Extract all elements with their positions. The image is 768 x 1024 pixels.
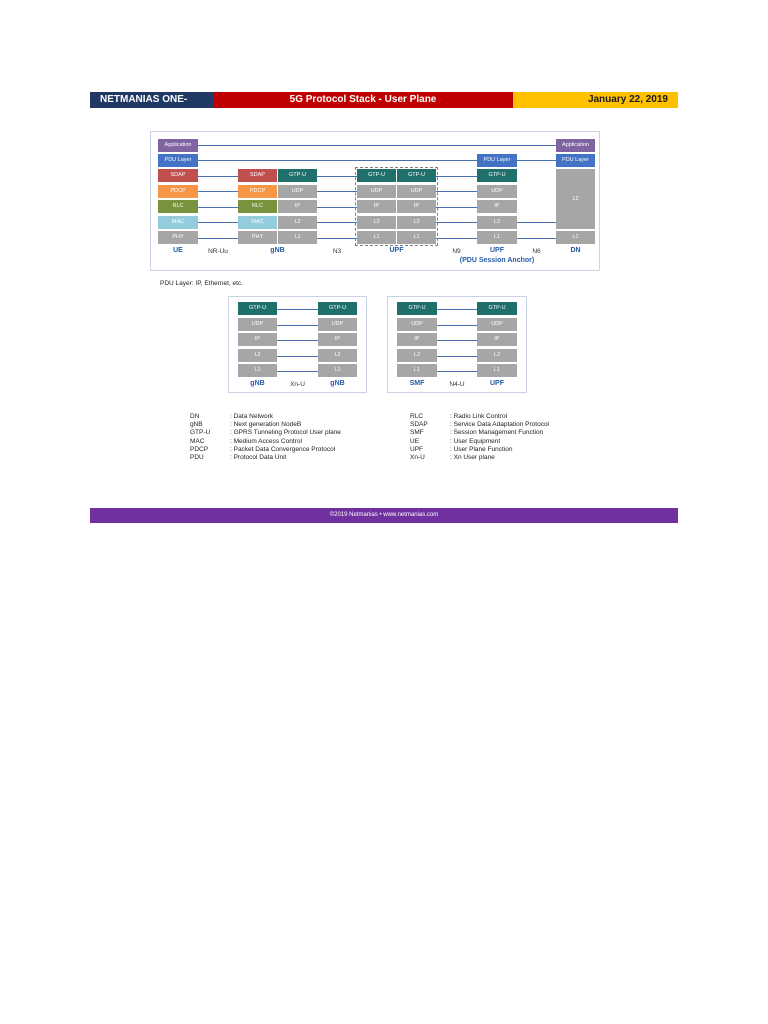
- upf-gtpu-left: GTP-U: [357, 169, 396, 182]
- glossary-term: Xn-U: [410, 453, 425, 461]
- n4-link-l2: [437, 356, 477, 357]
- xn-interface-label: Xn-U: [290, 381, 305, 388]
- glossary-term: UPF: [410, 445, 423, 453]
- ue-application: Application: [158, 139, 198, 152]
- glossary-definition: : Radio Link Control: [450, 413, 508, 420]
- n4-left-udp: UDP: [397, 318, 437, 331]
- glossary-term: SMF: [410, 429, 424, 437]
- upf-udp-left: UDP: [357, 185, 396, 198]
- upf-l2-left: L2: [357, 216, 396, 229]
- glossary-definition: : Packet Data Convergence Protocol: [230, 445, 336, 453]
- glossary-item: [190, 438, 341, 446]
- xn-left-udp: UDP: [238, 318, 277, 331]
- upf-gtpu-right: GTP-U: [397, 169, 436, 182]
- anchor-upf-l1: L1: [477, 231, 517, 244]
- xn-link-gtpu: [277, 309, 318, 310]
- brand-banner: NETMANIAS ONE-SHOT: [90, 92, 213, 108]
- glossary-definition: : Medium Access Control: [230, 437, 302, 445]
- xn-link-udp: [277, 325, 318, 326]
- link-pdu-layer: [198, 160, 477, 161]
- anchor-upf-pdu-layer: PDU Layer: [477, 154, 517, 167]
- xn-right-udp: UDP: [318, 318, 357, 331]
- xn-right-l1: L1: [318, 364, 357, 377]
- n4-right-node-label: UPF: [490, 380, 504, 387]
- gnb-pdcp: PDCP: [238, 185, 277, 198]
- link-n6-l2: [517, 222, 556, 223]
- n4-right-ip: IP: [477, 333, 517, 346]
- n4-left-gtpu: GTP-U: [397, 302, 437, 315]
- link-n3-l1: [317, 238, 357, 239]
- glossary-item: [410, 446, 549, 454]
- n4-right-gtpu: GTP-U: [477, 302, 517, 315]
- link-pdcp: [198, 191, 238, 192]
- xn-right-ip: IP: [318, 333, 357, 346]
- node-label-gnb: gNB: [270, 247, 285, 254]
- glossary-item: [410, 421, 549, 429]
- n4-left-ip: IP: [397, 333, 437, 346]
- ue-pdu-layer: PDU Layer: [158, 154, 198, 167]
- link-n9-gtpu: [436, 176, 477, 177]
- anchor-upf-udp: UDP: [477, 185, 517, 198]
- ue-sdap: SDAP: [158, 169, 198, 182]
- upf-l1-right: L1: [397, 231, 436, 244]
- anchor-upf-l2: L2: [477, 216, 517, 229]
- ue-pdcp: PDCP: [158, 185, 198, 198]
- anchor-note: (PDU Session Anchor): [459, 257, 535, 264]
- link-n3-gtpu: [317, 176, 357, 177]
- gnb-phy: PHY: [238, 231, 277, 244]
- xn-link-ip: [277, 340, 318, 341]
- glossary-term: RLC: [410, 413, 424, 420]
- glossary-item: [410, 454, 549, 462]
- dn-l2: L2: [556, 169, 595, 229]
- upf-l2-right: L2: [397, 216, 436, 229]
- ue-phy: PHY: [158, 231, 198, 244]
- n4-right-l1: L1: [477, 364, 517, 377]
- link-n9-l2: [436, 222, 477, 223]
- node-label-upf-anchor: UPF: [490, 247, 504, 254]
- gnb-sdap: SDAP: [238, 169, 277, 182]
- xn-left-l1: L1: [238, 364, 277, 377]
- link-n3-ip: [317, 207, 357, 208]
- interface-label-nr-uu: NR-Uu: [208, 248, 228, 255]
- n4-right-udp: UDP: [477, 318, 517, 331]
- xn-right-node-label: gNB: [330, 380, 345, 387]
- footer: ©2019 Netmanias • www.netmanias.com: [90, 508, 678, 523]
- ue-rlc: RLC: [158, 200, 198, 213]
- glossary-definition: : User Plane Function: [450, 445, 513, 453]
- link-application: [198, 145, 556, 146]
- glossary-left: [190, 413, 341, 462]
- xn-left-node-label: gNB: [250, 380, 265, 387]
- xn-link-l2: [277, 356, 318, 357]
- glossary-definition: : User Equipment: [450, 437, 501, 445]
- glossary-definition: : Next generation NodeB: [230, 421, 302, 429]
- dn-pdu-layer: PDU Layer: [556, 154, 595, 167]
- gnb-ip: IP: [278, 200, 317, 213]
- glossary-item: [410, 429, 549, 437]
- node-label-dn: DN: [570, 247, 581, 254]
- xn-right-gtpu: GTP-U: [318, 302, 357, 315]
- gnb-rlc: RLC: [238, 200, 277, 213]
- link-n3-udp: [317, 191, 357, 192]
- glossary-term: MAC: [190, 437, 205, 445]
- upf-ip-left: IP: [357, 200, 396, 213]
- link-n6-l1: [517, 238, 556, 239]
- date-banner: January 22, 2019: [513, 92, 678, 108]
- link-n9-udp: [436, 191, 477, 192]
- xn-left-ip: IP: [238, 333, 277, 346]
- glossary-item: [410, 438, 549, 446]
- glossary-definition: : Service Data Adaptation Protocol: [450, 421, 550, 429]
- n4-link-l1: [437, 371, 477, 372]
- glossary-term: SDAP: [410, 421, 428, 429]
- anchor-upf-ip: IP: [477, 200, 517, 213]
- gnb-mac: MAC: [238, 216, 277, 229]
- glossary-term: UE: [410, 437, 420, 445]
- gnb-l2: L2: [278, 216, 317, 229]
- node-label-upf: UPF: [389, 247, 404, 254]
- glossary-definition: : Protocol Data Unit: [230, 453, 287, 461]
- xn-left-l2: L2: [238, 349, 277, 362]
- xn-left-gtpu: GTP-U: [238, 302, 277, 315]
- interface-label-n3: N3: [332, 248, 342, 255]
- xn-link-l1: [277, 371, 318, 372]
- n4-link-ip: [437, 340, 477, 341]
- gnb-gtpu: GTP-U: [278, 169, 317, 182]
- glossary-definition: : Session Management Function: [450, 429, 544, 437]
- xn-right-l2: L2: [318, 349, 357, 362]
- gnb-udp: UDP: [278, 185, 317, 198]
- glossary-item: [190, 421, 341, 429]
- link-mac: [198, 222, 238, 223]
- interface-label-n6: N6: [532, 248, 541, 255]
- n4-left-l2: L2: [397, 349, 437, 362]
- glossary-definition: : Data Network: [230, 413, 273, 420]
- glossary-definition: : Xn User plane: [450, 453, 495, 461]
- link-n3-l2: [317, 222, 357, 223]
- page-title: 5G Protocol Stack - User Plane: [213, 92, 513, 108]
- link-sdap: [198, 176, 238, 177]
- pdu-layer-note: PDU Layer: IP, Ethernet, etc.: [160, 280, 243, 287]
- gnb-l1: L1: [278, 231, 317, 244]
- dn-application: Application: [556, 139, 595, 152]
- link-n9-l1: [436, 238, 477, 239]
- glossary-term: PDU: [190, 453, 204, 461]
- link-pdu-layer-dn: [517, 160, 556, 161]
- glossary-term: DN: [190, 413, 200, 420]
- glossary-right: [410, 413, 549, 462]
- glossary-term: GTP-U: [190, 429, 211, 437]
- link-phy: [198, 238, 238, 239]
- ue-mac: MAC: [158, 216, 198, 229]
- glossary-item: [190, 429, 341, 437]
- upf-ip-right: IP: [397, 200, 436, 213]
- anchor-upf-gtpu: GTP-U: [477, 169, 517, 182]
- link-rlc: [198, 207, 238, 208]
- n4-right-l2: L2: [477, 349, 517, 362]
- upf-udp-right: UDP: [397, 185, 436, 198]
- glossary-term: PDCP: [190, 445, 209, 453]
- link-n9-ip: [436, 207, 477, 208]
- glossary-item: [190, 413, 341, 421]
- upf-l1-left: L1: [357, 231, 396, 244]
- glossary-term: gNB: [190, 421, 203, 429]
- n4-interface-label: N4-U: [449, 381, 465, 388]
- n4-link-gtpu: [437, 309, 477, 310]
- node-label-ue: UE: [173, 247, 183, 254]
- glossary-definition: : GPRS Tunneling Protocol User plane: [230, 429, 341, 437]
- glossary-item: [190, 446, 341, 454]
- n4-link-udp: [437, 325, 477, 326]
- dn-l1: L1: [556, 231, 595, 244]
- n4-left-l1: L1: [397, 364, 437, 377]
- glossary-item: [190, 454, 341, 462]
- glossary-item: [410, 413, 549, 421]
- interface-label-n9: N9: [452, 248, 461, 255]
- n4-left-node-label: SMF: [409, 380, 425, 387]
